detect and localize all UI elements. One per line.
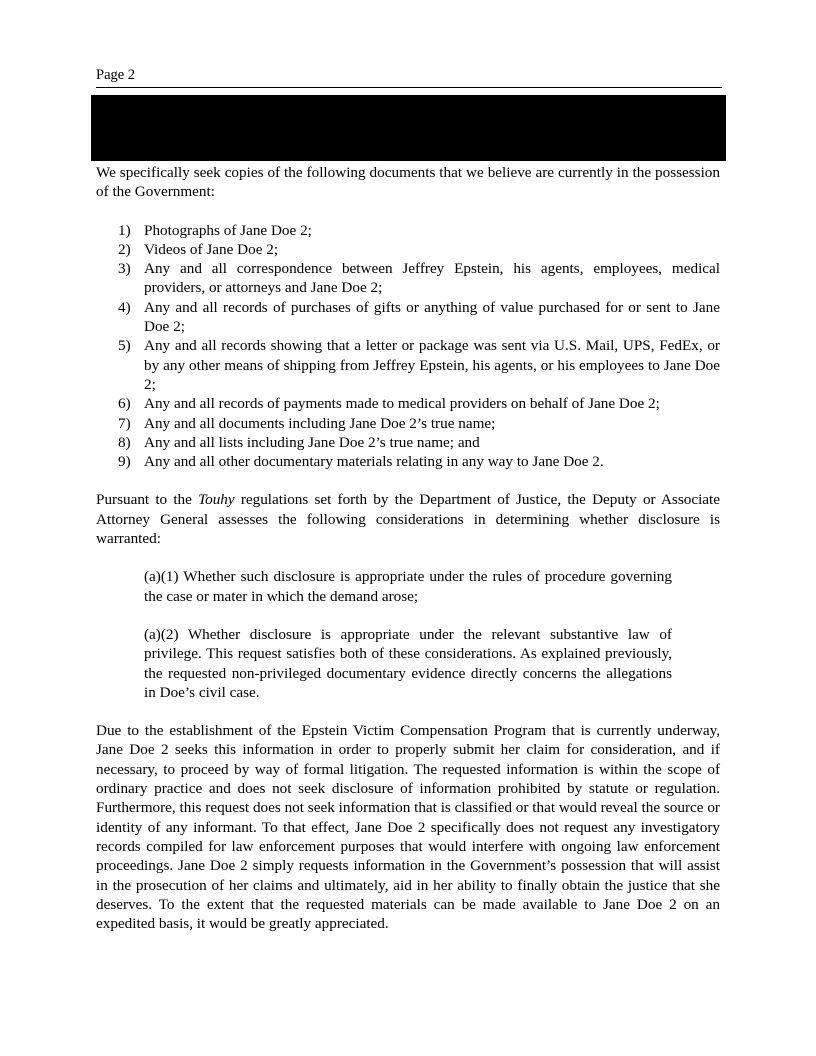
list-item-text: Any and all lists including Jane Doe 2’s true name; and	[144, 433, 480, 451]
list-number: 7)	[118, 414, 131, 432]
redaction-block	[91, 95, 726, 161]
list-item	[96, 298, 720, 337]
list-item-text: Any and all documents including Jane Doe 2’s true name;	[144, 414, 496, 432]
list-item	[96, 414, 720, 433]
list-number: 2)	[118, 240, 131, 258]
list-number: 5)	[118, 337, 131, 355]
list-item-text: Any and all records of payments made to medical providers on behalf of Jane Doe 2;	[144, 395, 660, 413]
list-item	[96, 394, 720, 413]
list-item	[96, 336, 720, 394]
touhy-paragraph: Pursuant to the Touhy regulations set forth by the Department of Justice, the Deputy or Associate Attorney General assesses the following considerations in determining whether disclosure is warranted:	[96, 491, 720, 548]
document-body	[96, 163, 720, 933]
consideration-a2: (a)(2) Whether disclosure is appropriate under the relevant substantive law of privilege. This request satisfies both of these considerations. As explained previously, the requested non-privileged documentary evidence directly concerns the allegations in Doe’s civil case.	[144, 625, 672, 701]
consideration-a1: (a)(1) Whether such disclosure is appropriate under the rules of procedure governing the case or mater in which the demand arose;	[144, 568, 672, 605]
list-item	[96, 259, 720, 298]
requested-documents-list	[96, 221, 720, 472]
list-number: 3)	[118, 260, 131, 278]
list-number: 4)	[118, 298, 131, 316]
list-item	[96, 240, 720, 259]
list-item-text: Any and all records of purchases of gifts or anything of value purchased for or sent to Jane Doe 2;	[144, 298, 720, 336]
list-item-text: Any and all correspondence between Jeffrey Epstein, his agents, employees, medical providers, or attorneys and Jane Doe 2;	[144, 260, 720, 297]
list-item	[96, 452, 720, 471]
list-number: 8)	[118, 433, 131, 451]
list-item	[96, 221, 720, 240]
list-number: 1)	[118, 221, 131, 239]
list-item-text: Any and all records showing that a letter or package was sent via U.S. Mail, UPS, FedEx, or by any other means of shipping from Jeffrey Epstein, his agents, or his employees to Jane Doe 2;	[144, 337, 720, 393]
intro-paragraph: We specifically seek copies of the following documents that we believe are currently in the possession of the Government:	[96, 164, 720, 201]
list-item-text: Any and all other documentary materials relating in any way to Jane Doe 2.	[144, 453, 604, 471]
page-header	[96, 66, 722, 88]
closing-paragraph: Due to the establishment of the Epstein Victim Compensation Program that is currently underway, Jane Doe 2 seeks this information in order to properly submit her claim for consideration, and if necessary, to proceed by way of formal litigation. The requested information is within the scope of ordinary practice and does not seek disclosure of information prohibited by statute or regulation. Furthermore, this request does not seek information that is classified or that would reveal the source or identity of any informant. To that effect, Jane Doe 2 specifically does not request any investigatory records compiled for law enforcement purposes that would interfere with ongoing law enforcement proceedings. Jane Doe 2 simply requests information in the Government’s possession that will assist in the prosecution of her claims and ultimately, aid in her ability to finally obtain the justice that she deserves. To the extent that the requested materials can be made available to Jane Doe 2 on an expedited basis, it would be greatly appreciated.	[96, 722, 720, 933]
touhy-italic: Touhy	[198, 491, 235, 509]
list-number: 6)	[118, 395, 131, 413]
list-number: 9)	[118, 453, 131, 471]
list-item-text: Videos of Jane Doe 2;	[144, 240, 279, 258]
page-number: Page 2	[96, 67, 136, 83]
list-item	[96, 433, 720, 452]
list-item-text: Photographs of Jane Doe 2;	[144, 221, 312, 239]
